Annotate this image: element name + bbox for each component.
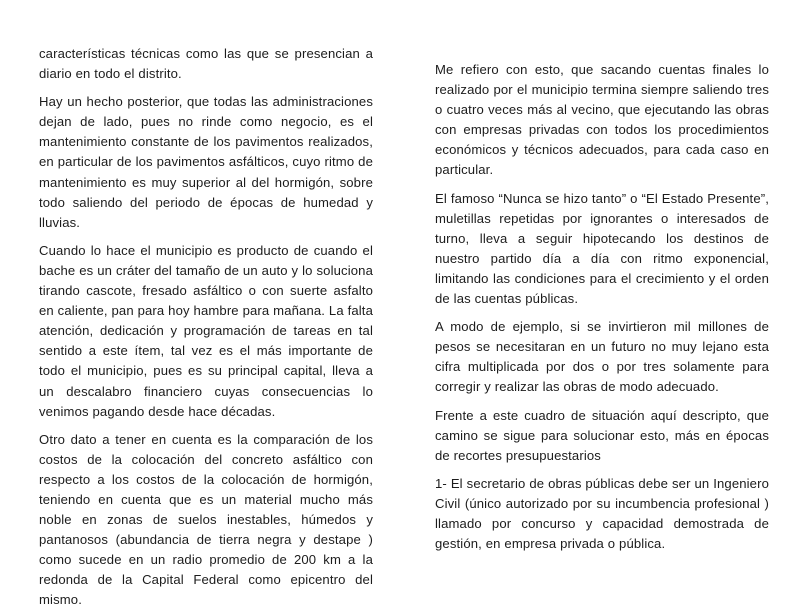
- right-text-column: [435, 44, 769, 554]
- paragraph: Me refiero con esto, que sacando cuentas finales lo realizado por el municipio termina siempre saliendo tres o cuatro veces más al vecino, que ejecutando las obras con empresas privadas con todos los procedimientos económicos y técnicos adecuados, para cada caso en particular.: [435, 62, 769, 178]
- paragraph: A modo de ejemplo, si se invirtieron mil millones de pesos se necesitaran en un futuro no muy lejano esta cifra multiplicada por dos o por tres solamente para corregir y realizar las obras de modo adecuado.: [435, 319, 769, 395]
- paragraph: Hay un hecho posterior, que todas las administraciones dejan de lado, pues no rinde como negocio, es el mantenimiento constante de los pavimentos realizados, en particular de los pavimentos asfálticos, cuyo ritmo de mantenimiento es muy superior al del hormigón, sobre todo saliendo del periodo de épocas de humedad y lluvias.: [39, 94, 373, 230]
- paragraph: El famoso “Nunca se hizo tanto” o “El Estado Presente”, muletillas repetidas por ignorantes o interesados de turno, lleva a seguir hipotecando los destinos de nuestro partido día a día con ritmo exponencial, limitando las condiciones para el crecimiento y el orden de las cuentas públicas.: [435, 190, 769, 307]
- two-column-text-body: [39, 44, 769, 608]
- paragraph: Otro dato a tener en cuenta es la comparación de los costos de la colocación del concreto asfáltico con respecto a los costos de la colocación de hormigón, teniendo en cuenta que es un material mucho más noble en zonas de suelos inestables, húmedos y pantanosos (abundancia de tierra negra y destape ) como sucede en un radio promedio de 200 km a la redonda de la Capital Federal como epicentro del mismo.: [39, 431, 373, 608]
- paragraph: Frente a este cuadro de situación aquí descripto, que camino se sigue para solucionar esto, más en épocas de recortes presupuestarios: [435, 407, 769, 463]
- paragraph: 1- El secretario de obras públicas debe ser un Ingeniero Civil (único autorizado por su incumbencia profesional ) llamado por concurso y capacidad demostrada de gestión, en empresa privada o pública.: [435, 475, 769, 552]
- paragraph: características técnicas como las que se presencian a diario en todo el distrito.: [39, 46, 373, 82]
- left-text-column: [39, 44, 373, 611]
- paragraph: Cuando lo hace el municipio es producto de cuando el bache es un cráter del tamaño de un auto y lo soluciona tirando cascote, fresado asfáltico o con suerte asfalto en caliente, pan para hoy hambre para mañana. La falta atención, dedicación y programación de tareas en tal sentido a este ítem, tal vez es el más importante de todo el municipio, pues es su principal capital, lleva a un descalabro financiero cuyas consecuencias lo venimos pagando desde hace décadas.: [39, 242, 373, 419]
